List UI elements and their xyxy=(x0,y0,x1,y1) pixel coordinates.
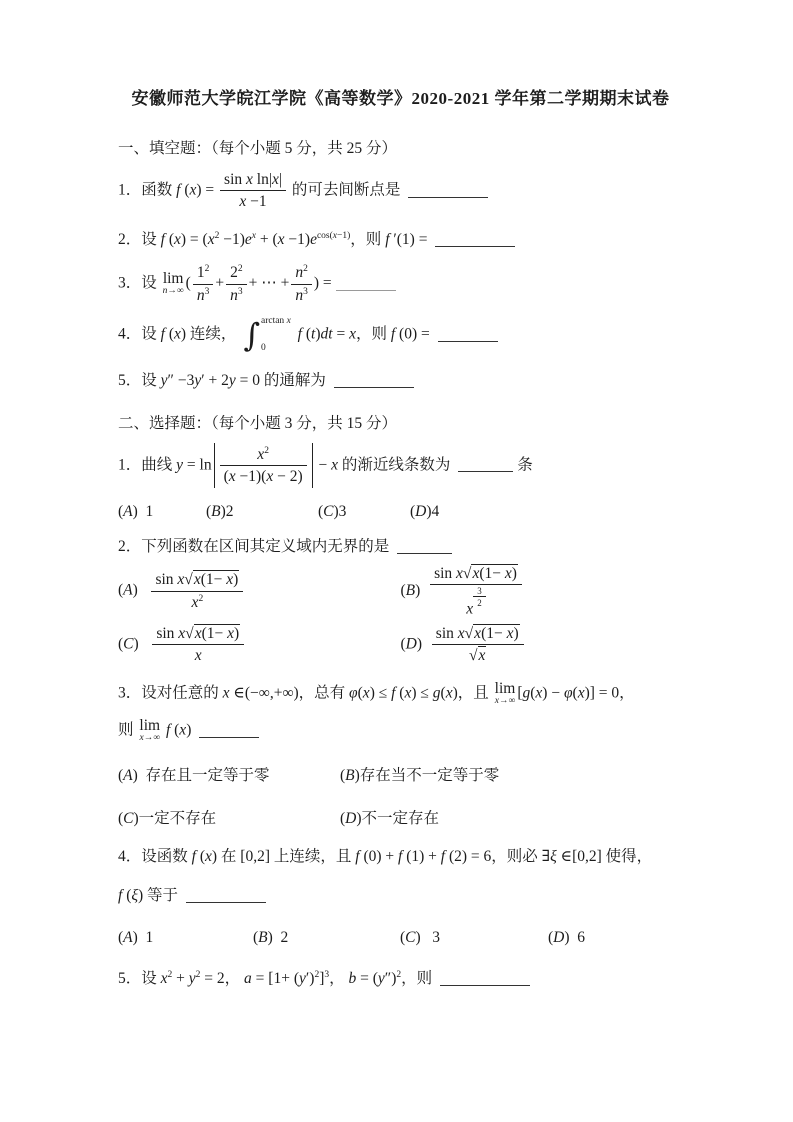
choice-question-2: 2．下列函数在区间其定义域内无界的是 xyxy=(118,536,683,558)
choice-question-5: 5．设 $x^2 + y^2 = 2$， $a = [1+ (y')^2]^3$， $b = (y'')^2$，则 xyxy=(118,968,683,990)
choice-q2-option-a: (A) $\frac{\text{sin x√x(1− x)}}{x^2}$ xyxy=(118,570,401,612)
choice-q3-option-d: (D)不一定存在 xyxy=(340,810,440,828)
fill-question-1: 1．函数 f (x) = $\frac{\text{sin x ln|x|}}{x -1}$ 的可去间断点是 xyxy=(118,170,683,212)
choice-q4-option-c: (C) 3 xyxy=(400,929,441,946)
choice-q2-option-d: (D) $\frac{\text{sin x√x(1− x)}}{√x}$ xyxy=(401,624,684,666)
choice-q4-options xyxy=(118,929,683,947)
choice-q3-options-row-1 xyxy=(118,763,683,785)
page-title: 安徽师范大学皖江学院《高等数学》2020-2021 学年第二学期期末试卷 xyxy=(131,89,670,108)
choice-q3-option-b: (B)存在当不一定等于零 xyxy=(340,767,500,785)
choice-section-header: 二、选择题：（每个小题 3 分，共 15 分） xyxy=(118,414,398,432)
choice-q4-option-a: (A) 1 xyxy=(118,929,154,946)
choice-question-4-line-2: f (ξ) 等于 xyxy=(118,885,683,907)
choice-q2-options-row-2 xyxy=(118,624,683,666)
choice-q3-option-a: (A) 存在且一定等于零 xyxy=(118,767,270,785)
choice-q4-option-b: (B) 2 xyxy=(253,929,289,946)
fill-in-section-header: 一、填空题：（每个小题 5 分，共 25 分） xyxy=(118,140,398,158)
choice-q2-option-c: (C) $\frac{\text{sin x√x(1− x)}}{x}$ xyxy=(118,624,401,666)
choice-question-1: 1．曲线 y = ln $\frac{x^2}{(x -1)(x - 2)}$ − x 的渐近线条数为 条 xyxy=(118,443,683,489)
fill-question-4: 4．设 f (x) 连续， ∫ arctan x 0 f (t)dt = x，则 f (0) = xyxy=(118,317,683,353)
choice-q2-option-b: (B) sin x√x(1− x) x $\frac{3}{2}$ xyxy=(401,564,684,619)
choice-q1-option-b: (B)2 xyxy=(206,503,234,521)
choice-q1-option-c: (C)3 xyxy=(318,503,347,521)
choice-section xyxy=(118,411,683,991)
choice-q1-option-d: (D)4 xyxy=(410,503,440,521)
choice-q2-options-row-1 xyxy=(118,564,683,619)
choice-question-3-line-1: 3．设对任意的 x ∈(−∞,+∞)，总有 φ(x) ≤ f (x) ≤ g(x)，且 lim x→∞ [g(x) − φ(x)] = 0， xyxy=(118,679,635,706)
choice-question-3-line-2: 则 lim x→∞ f (x) xyxy=(118,718,683,744)
choice-q3-option-c: (C)一定不存在 xyxy=(118,810,217,828)
choice-q1-option-a: (A) 1 xyxy=(118,503,154,521)
fill-question-3: 3．设 lim n→∞ ( $\frac{1^2}{n^3}$ + $\frac{2^2}{n^3}$ + ⋯ + $\frac{n^2}{n^3}$ ) = xyxy=(118,263,683,305)
fill-question-5: 5．设 y″ −3y′ + 2y = 0 的通解为 xyxy=(118,370,683,392)
choice-q3-options-row-2 xyxy=(118,806,683,828)
choice-q4-option-d: (D) 6 xyxy=(548,929,586,946)
choice-q1-options xyxy=(118,503,683,521)
fill-in-section xyxy=(118,136,683,392)
fill-question-2: 2．设 f $(x) = (x^2 -1)e^x + (x -1)e^{cos(x-1)}$，则 f ′(1) = xyxy=(118,229,683,251)
choice-question-4-line-1: 4．设函数 f (x) 在 [0,2] 上连续，且 f (0) + f (1) + f (2) = 6，则必 ∃ξ ∈[0,2] 使得， xyxy=(118,848,653,866)
